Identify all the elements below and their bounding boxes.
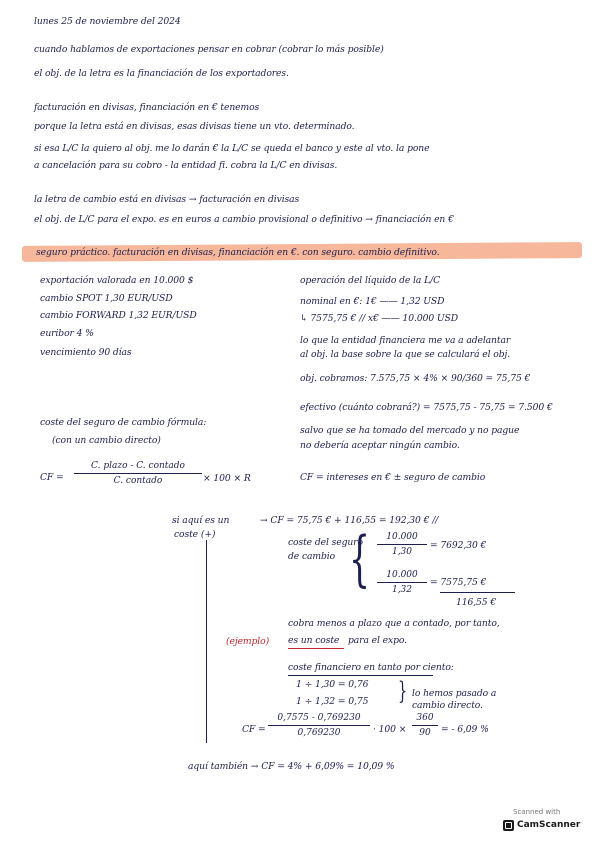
- note-line: la letra de cambio está en divisas → facturación en divisas: [34, 194, 300, 205]
- operation-line: lo que la entidad financiera me va a adelantar: [300, 335, 511, 346]
- cf-definition: CF = intereses en € ± seguro de cambio: [300, 472, 486, 483]
- coste-highlight: es un coste: [288, 635, 340, 646]
- explanation-line: cobra menos a plazo que a contado, por tanto,: [288, 618, 500, 629]
- cf-calculation: → CF = 75,75 € + 116,55 = 192,30 € //: [260, 515, 439, 526]
- final-result: aquí también → CF = 4% + 6,09% = 10,09 %: [188, 761, 395, 772]
- scanner-watermark: [503, 808, 587, 840]
- note-line: a cancelación para su cobro - la entidad fi. cobra la L/C en divisas.: [34, 160, 338, 171]
- data-line: cambio SPOT 1,30 EUR/USD: [40, 293, 173, 304]
- cf-numerator: C. plazo - C. contado: [74, 462, 202, 474]
- operation-line: operación del líquido de la L/C: [300, 275, 440, 286]
- cf2-tail: · 100 ×: [373, 724, 407, 735]
- fraction-two: [377, 571, 427, 595]
- direct-note: lo hemos pasado a cambio directo.: [412, 688, 497, 712]
- cf2-denominator: 0,769230: [297, 728, 341, 738]
- brace-symbol: {: [349, 524, 371, 594]
- data-line: euribor 4 %: [40, 328, 94, 339]
- seguro-label: coste del seguro: [288, 537, 363, 548]
- cf-label: CF =: [40, 472, 64, 483]
- operation-line: nominal en €: 1€ —— 1,32 USD: [300, 296, 445, 307]
- note-line: si esa L/C la quiero al obj. me lo darán € la L/C se queda el banco y este al vto. la pone: [34, 143, 430, 154]
- cf-fraction: [74, 462, 202, 486]
- fraction-one-result: = 7692,30 €: [430, 540, 487, 551]
- cf2-label: CF =: [242, 724, 266, 735]
- formula-intro: (con un cambio directo): [52, 435, 161, 446]
- camscanner-logo-icon: [503, 820, 514, 831]
- case-title: seguro práctico. facturación en divisas, financiación en €. con seguro. cambio definitivo.: [36, 247, 440, 258]
- direct-rate: 1 ÷ 1,30 = 0,76: [296, 679, 369, 690]
- percent-title: coste financiero en tanto por ciento:: [288, 662, 454, 673]
- cf-tail: × 100 × R: [203, 473, 251, 484]
- subtotal-rule: [440, 592, 515, 593]
- scanned-with-label: Scanned with: [513, 808, 561, 816]
- cf2-period-den: 90: [419, 728, 431, 738]
- note-line: el obj. de la letra es la financiación de los exportadores.: [34, 68, 289, 79]
- fraction-one: [377, 533, 427, 557]
- fraction-two-result: = 7575,75 €: [430, 577, 487, 588]
- note-line: porque la letra está en divisas, esas divisas tiene un vto. determinado.: [34, 121, 355, 132]
- data-line: exportación valorada en 10.000 $: [40, 275, 194, 286]
- seguro-label: de cambio: [288, 551, 336, 562]
- fraction-two-den: 1,32: [391, 585, 413, 595]
- note-line: facturación en divisas, financiación en € tenemos: [34, 102, 260, 113]
- fraction-two-num: 10.000: [377, 571, 427, 583]
- operation-line: al obj. la base sobre la que se calculará el obj.: [300, 349, 511, 360]
- cf2-period-fraction: [412, 714, 438, 738]
- operation-line: efectivo (cuánto cobrará?) = 7575,75 - 75,75 = 7.500 €: [300, 402, 553, 413]
- operation-line: salvo que se ha tomado del mercado y no pague: [300, 425, 520, 436]
- percent-title-rule: [288, 675, 433, 676]
- explanation-line: para el expo.: [348, 635, 407, 646]
- note-line: el obj. de L/C para el expo. es en euros a cambio provisional o definitivo → financiación en €: [34, 214, 454, 225]
- subtotal: 116,55 €: [456, 597, 497, 608]
- cf2-numerator: 0,7575 - 0,769230: [268, 714, 370, 726]
- data-line: cambio FORWARD 1,32 EUR/USD: [40, 310, 197, 321]
- cf-denominator: C. contado: [113, 476, 163, 486]
- cf2-period-num: 360: [412, 714, 438, 726]
- side-note: si aquí es un: [172, 515, 230, 526]
- side-note: coste (+): [174, 529, 216, 540]
- cf2-result: = - 6,09 %: [441, 724, 489, 735]
- data-line: vencimiento 90 días: [40, 347, 132, 358]
- fraction-one-den: 1,30: [391, 547, 413, 557]
- example-bracket-line: [206, 540, 207, 743]
- date-heading: lunes 25 de noviembre del 2024: [34, 16, 181, 27]
- note-line: cuando hablamos de exportaciones pensar en cobrar (cobrar lo más posible): [34, 44, 384, 55]
- camscanner-brand: CamScanner: [517, 820, 581, 830]
- cf2-fraction: [268, 714, 370, 738]
- formula-intro: coste del seguro de cambio fórmula:: [40, 417, 207, 428]
- operation-line: ↳ 7575,75 € // x€ —— 10.000 USD: [300, 313, 459, 324]
- fraction-one-num: 10.000: [377, 533, 427, 545]
- example-tag: (ejemplo): [226, 636, 270, 647]
- operation-line: no debería aceptar ningún cambio.: [300, 440, 460, 451]
- coste-underline: [288, 648, 344, 649]
- operation-line: obj. cobramos: 7.575,75 × 4% × 90/360 = 75,75 €: [300, 373, 531, 384]
- small-brace-symbol: }: [398, 677, 408, 705]
- direct-rate: 1 ÷ 1,32 = 0,75: [296, 696, 369, 707]
